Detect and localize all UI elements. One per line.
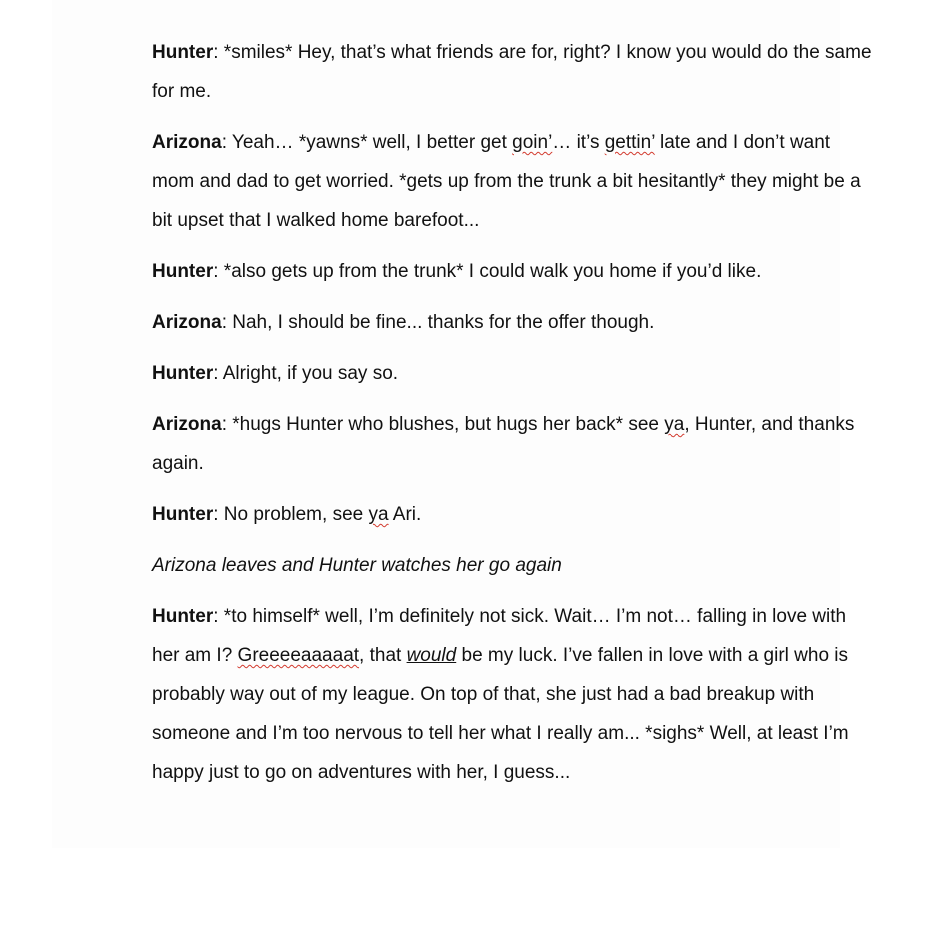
dialogue-paragraph: Hunter: *smiles* Hey, that’s what friends are for, right? I know you would do the same for me. — [152, 42, 872, 102]
text-segment: *smiles* Hey, that’s what friends are for, right? I know you would do the same for me. — [152, 42, 872, 102]
speaker-name: Arizona — [152, 312, 222, 333]
text-segment: , Hunter, and thanks again. — [152, 414, 855, 474]
speaker-name: Hunter — [152, 42, 214, 63]
dialogue-paragraph: Hunter: *also gets up from the trunk* I could walk you home if you’d like. — [152, 261, 762, 282]
narration-paragraph — [152, 546, 872, 585]
speaker-name: Hunter — [152, 261, 214, 282]
document-page — [52, 0, 872, 848]
text-segment: , that — [359, 645, 407, 666]
text-segment: No problem, see — [223, 504, 369, 525]
misspelled-word: ya — [368, 504, 389, 525]
text-segment: *hugs Hunter who blushes, but hugs her back* see — [232, 414, 665, 435]
speaker-name: Hunter — [152, 606, 214, 627]
speaker-name: Arizona — [152, 414, 222, 435]
text-segment: Ari. — [388, 504, 422, 525]
text-segment: *to himself* well, I’m definitely not sick. Wait… I’m not… falling in love with her am I? — [152, 606, 847, 666]
dialogue-paragraph: Arizona: Nah, I should be fine... thanks for the offer though. — [152, 312, 655, 333]
document-body — [152, 33, 872, 804]
text-segment: Alright, if you say so. — [222, 363, 399, 384]
text-segment: … it’s — [552, 132, 605, 153]
dialogue-paragraph: Arizona: Yeah… *yawns* well, I better get goin’… it’s gettin’ late and I don’t want mom and dad to get worried. *gets up from the trunk a bit hesitantly* they might be a bit upset that I walked home barefoot... — [152, 132, 861, 231]
text-segment: Arizona leaves and Hunter watches her go again — [152, 555, 562, 576]
text-segment: Nah, I should be fine... thanks for the offer though. — [232, 312, 655, 333]
speaker-name: Hunter — [152, 363, 214, 384]
misspelled-word: gettin’ — [604, 132, 655, 153]
misspelled-word: ya — [664, 414, 685, 435]
dialogue-paragraph: Arizona: *hugs Hunter who blushes, but hugs her back* see ya, Hunter, and thanks again. — [152, 414, 855, 474]
speaker-name: Hunter — [152, 504, 214, 525]
text-segment: Yeah… *yawns* well, I better get — [231, 132, 513, 153]
text-segment: late and I don’t want mom and dad to get worried. *gets up from the trunk a bit hesitantly* they might be a bit upset that I walked home barefoot... — [152, 132, 861, 231]
dialogue-paragraph: Hunter: *to himself* well, I’m definitely not sick. Wait… I’m not… falling in love with her am I? Greeeeaaaaat, that would be my luck. I’ve fallen in love with a girl who is probably way out of my league. On top of that, she just had a bad breakup with someone and I’m too nervous to tell her what I really am... *sighs* Well, at least I’m happy just to go on adventures with her, I guess... — [152, 606, 849, 783]
speaker-name: Arizona — [152, 132, 222, 153]
text-segment: be my luck. I’ve fallen in love with a girl who is probably way out of my league. On top of that, she just had a bad breakup with someone and I’m too nervous to tell her what I really am... *sighs* Well, at least I’m happy just to go on adventures with her, I guess... — [152, 645, 849, 783]
dialogue-paragraph: Hunter: No problem, see ya Ari. — [152, 504, 422, 525]
emphasized-word: would — [406, 645, 457, 666]
misspelled-word: Greeeeaaaaat — [237, 645, 360, 666]
text-segment: *also gets up from the trunk* I could walk you home if you’d like. — [223, 261, 762, 282]
dialogue-paragraph: Hunter: Alright, if you say so. — [152, 363, 399, 384]
misspelled-word: goin’ — [512, 132, 553, 153]
